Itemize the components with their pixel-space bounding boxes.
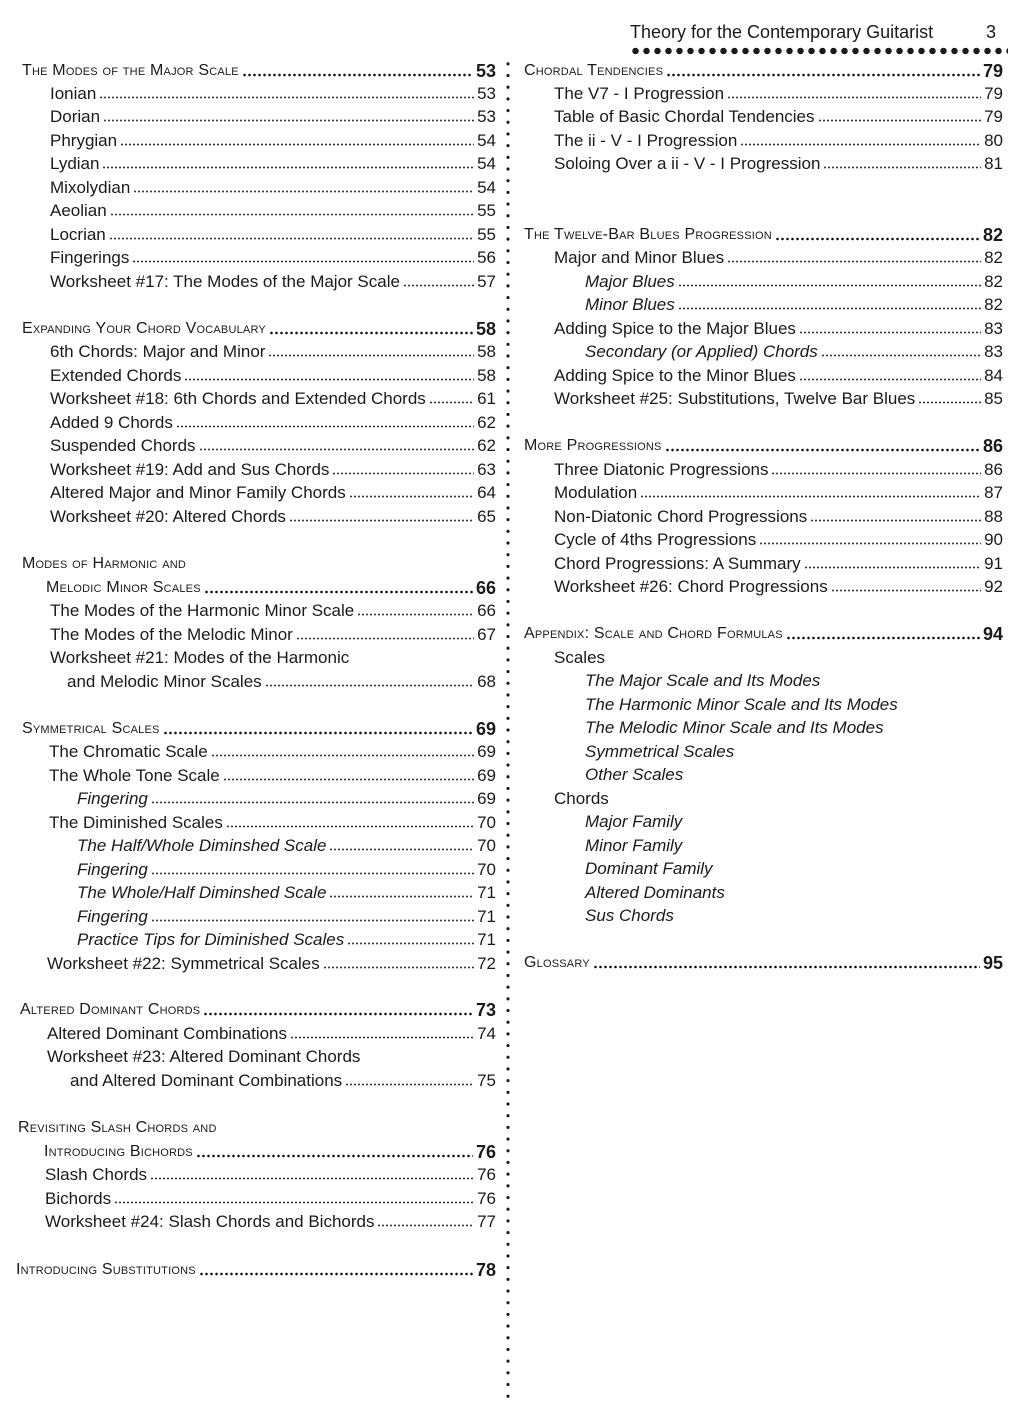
toc-entry-title: Scales [554,648,606,667]
toc-entry-three-diatonic-progressions [554,457,1003,480]
toc-entry-worksheet-19-add-and-sus-chords [50,457,496,480]
toc-entry-title: Adding Spice to the Minor Blues [554,366,796,385]
header-title: Theory for the Contemporary Guitarist [630,21,934,42]
toc-entry-the-half-whole-diminshed-scale [77,833,496,856]
toc-page-number: 83 [984,342,1003,361]
toc-page-number: 82 [984,295,1003,314]
dot-leader [727,260,981,263]
toc-entry-other-scales [585,762,683,785]
toc-entry-worksheet-25-substitutions-twelve-bar-blues [554,386,1003,409]
dot-leader [810,519,981,522]
dot-leader [265,684,474,687]
toc-entry-title: Minor Family [585,836,683,855]
toc-entry-title: Sus Chords [585,906,674,925]
toc-entry-minor-blues [585,292,1003,315]
dot-leader [203,1012,473,1016]
dot-leader [204,590,473,594]
toc-entry-title: Altered Dominant Combinations [47,1024,288,1043]
toc-entry-title: Worksheet #20: Altered Chords [50,507,286,526]
toc-entry-the-v7-i-progression [554,81,1003,104]
dot-leader [918,401,981,404]
toc-entry-title: Altered Major and Minor Family Chords [50,483,346,502]
toc-section-chordal-tendencies [524,58,1003,81]
toc-entry-worksheet-23-altered-dominant-chords [47,1044,360,1067]
toc-page-number: 86 [982,436,1003,456]
toc-page-number: 83 [984,319,1003,338]
toc-page-number: 79 [984,107,1003,126]
toc-entry-title: The Major Scale and Its Modes [585,671,821,690]
toc-entry-title: The Harmonic Minor Scale and Its Modes [585,695,898,714]
toc-entry-title: The V7 - I Progression [554,84,725,103]
toc-page-number: 64 [477,483,496,502]
toc-entry-title: Suspended Chords [50,436,196,455]
toc-entry-title: Worksheet #21: Modes of the Harmonic [50,648,350,667]
dot-leader [223,778,474,781]
toc-page-number: 82 [984,272,1003,291]
dot-leader [268,354,474,357]
dot-leader [176,425,474,428]
toc-entry-title: Worksheet #17: The Modes of the Major Scale [50,272,400,291]
toc-entry-fingering [77,904,496,927]
toc-page-number: 58 [475,319,496,339]
dot-leader [831,589,981,592]
toc-section-altered-dominant-chords [20,997,496,1020]
toc-page-number: 71 [477,930,496,949]
toc-entry-title: The Modes of the Harmonic Minor Scale [50,601,355,620]
toc-page-number: 67 [477,625,496,644]
toc-entry-worksheet-24-slash-chords-and-bichords [45,1209,496,1232]
dot-leader [110,213,474,216]
toc-entry-title: Worksheet #24: Slash Chords and Bichords [45,1212,375,1231]
dot-leader [727,96,981,99]
toc-entry-the-whole-tone-scale [49,763,496,786]
toc-entry-the-melodic-minor-scale-and-its-modes [585,715,884,738]
toc-entry-suspended-chords [50,433,496,456]
toc-entry-title: 6th Chords: Major and Minor [50,342,266,361]
toc-entry-title: Minor Blues [585,295,675,314]
toc-entry-secondary-or-applied-chords [585,339,1003,362]
toc-entry-major-family [585,809,682,832]
toc-entry-the-major-scale-and-its-modes [585,668,820,691]
dot-leader [429,401,474,404]
toc-entry-symmetrical-scales [585,739,734,762]
toc-page-number: 74 [477,1024,496,1043]
toc-entry-title: Adding Spice to the Major Blues [554,319,796,338]
toc-entry-the-modes-of-the-harmonic-minor-scale [50,598,496,621]
toc-entry-title: Slash Chords [45,1165,148,1184]
toc-entry-title: Mixolydian [50,178,131,197]
toc-page-number: 75 [477,1071,496,1090]
toc-page-number: 82 [982,225,1003,245]
toc-entry-title: Major and Minor Blues [554,248,725,267]
toc-section-the-modes-of-the-major-scale [22,58,496,81]
toc-page-number: 56 [477,248,496,267]
toc-page-number: 79 [984,84,1003,103]
toc-entry-soloing-over-a-ii-v-i-progression [554,151,1003,174]
toc-entry-title: Fingering [77,860,148,879]
dot-leader [323,966,474,969]
toc-entry-major-blues [585,269,1003,292]
toc-entry-ionian [50,81,496,104]
toc-page-number: 70 [477,813,496,832]
dot-leader [150,1177,474,1180]
dot-leader [357,613,474,616]
toc-entry-practice-tips-for-diminished-scales [77,927,496,950]
dot-leader [114,1201,474,1204]
toc-entry-cycle-of-4ths-progressions [554,527,1003,550]
dot-leader [120,143,474,146]
toc-entry-scales [554,645,605,668]
toc-entry-sus-chords [585,903,674,926]
toc-page-number: 66 [475,578,496,598]
dot-leader [347,942,474,945]
toc-entry-chords [554,786,609,809]
toc-entry-6th-chords-major-and-minor [50,339,496,362]
toc-page-number: 69 [477,766,496,785]
toc-entry-title: Modes of Harmonic and [22,555,187,572]
toc-entry-major-and-minor-blues [554,245,1003,268]
dot-leader [640,495,981,498]
toc-entry-worksheet-18-6th-chords-and-extended-chords [50,386,496,409]
toc-page-number: 76 [477,1165,496,1184]
toc-entry-dominant-family [585,856,713,879]
toc-entry-the-whole-half-diminshed-scale [77,880,496,903]
dot-leader [196,1154,473,1158]
toc-entry-title: Bichords [45,1189,112,1208]
toc-entry-fingering [77,786,496,809]
toc-entry-title: The Half/Whole Diminshed Scale [77,836,327,855]
toc-page-number: 62 [477,436,496,455]
toc-entry-altered-dominants [585,880,725,903]
toc-entry-minor-family [585,833,682,856]
toc-page-number: 55 [477,225,496,244]
dot-leader [775,237,980,241]
running-header [630,20,996,44]
dot-leader [678,284,981,287]
toc-entry-title: The Modes of the Melodic Minor [50,625,293,644]
toc-entry-title: Practice Tips for Diminished Scales [77,930,345,949]
toc-page-number: 54 [477,154,496,173]
dot-leader [804,566,981,569]
dot-leader [329,848,474,851]
toc-entry-title: Table of Basic Chordal Tendencies [554,107,815,126]
toc-entry-and-altered-dominant-combinations [70,1068,496,1091]
toc-entry-title: Introducing Bichords [44,1143,193,1160]
toc-page-number: 62 [477,413,496,432]
toc-page-number: 84 [984,366,1003,385]
toc-entry-title: Worksheet #26: Chord Progressions [554,577,828,596]
toc-page-number: 53 [477,84,496,103]
toc-entry-title: Modulation [554,483,638,502]
dot-leader [151,801,474,804]
toc-entry-worksheet-21-modes-of-the-harmonic [50,645,349,668]
toc-entry-title: Secondary (or Applied) Chords [585,342,818,361]
dot-leader [349,495,474,498]
dot-leader [403,284,474,287]
toc-page-number: 76 [477,1189,496,1208]
dot-leader [823,166,981,169]
toc-section-more-progressions [524,433,1003,456]
toc-section-introducing-substitutions [16,1257,496,1280]
toc-entry-the-harmonic-minor-scale-and-its-modes [585,692,898,715]
dot-leader [345,1083,474,1086]
toc-entry-title: Worksheet #22: Symmetrical Scales [47,954,320,973]
toc-page-number: 66 [477,601,496,620]
toc-entry-mixolydian [50,175,496,198]
toc-entry-added-9-chords [50,410,496,433]
toc-page-number: 80 [984,131,1003,150]
toc-entry-title: Revisiting Slash Chords and [18,1119,217,1136]
toc-page-number: 79 [982,61,1003,81]
toc-entry-the-diminished-scales [49,810,496,833]
toc-page-number: 58 [477,342,496,361]
toc-entry-title: The Whole/Half Diminshed Scale [77,883,327,902]
dot-leader [109,237,474,240]
dot-leader [818,119,982,122]
toc-entry-title: The Modes of the Major Scale [22,62,239,79]
toc-entry-locrian [50,222,496,245]
header-dot-rule [630,46,1008,56]
dot-leader [99,96,474,99]
toc-entry-title: The Melodic Minor Scale and Its Modes [585,718,884,737]
toc-entry-title: Symmetrical Scales [22,720,160,737]
dot-leader [269,331,473,335]
toc-page-number: 65 [477,507,496,526]
toc-page-number: 72 [477,954,496,973]
toc-entry-title: Ionian [50,84,97,103]
toc-entry-title: Extended Chords [50,366,182,385]
toc-section-expanding-your-chord-vocabulary [22,316,496,339]
toc-entry-the-ii-v-i-progression [554,128,1003,151]
toc-page-number: 69 [477,789,496,808]
toc-section-revisiting-slash-chords-and [18,1115,217,1138]
toc-page-number: 76 [475,1142,496,1162]
toc-entry-the-chromatic-scale [49,739,496,762]
toc-entry-title: The Chromatic Scale [49,742,208,761]
toc-entry-worksheet-22-symmetrical-scales [47,951,496,974]
dot-leader [163,731,473,735]
toc-entry-title: Appendix: Scale and Chord Formulas [524,625,783,642]
toc-page-number: 53 [477,107,496,126]
toc-page-number: 95 [982,953,1003,973]
toc-entry-worksheet-17-the-modes-of-the-major-scale [50,269,496,292]
dot-leader [332,472,474,475]
toc-page-number: 55 [477,201,496,220]
toc-entry-aeolian [50,198,496,221]
dot-leader [593,965,980,969]
toc-entry-title: Expanding Your Chord Vocabulary [22,320,266,337]
toc-entry-non-diatonic-chord-progressions [554,504,1003,527]
toc-entry-altered-major-and-minor-family-chords [50,480,496,503]
toc-entry-title: Fingerings [50,248,130,267]
toc-entry-title: Phrygian [50,131,118,150]
toc-section-melodic-minor-scales [46,575,496,598]
toc-entry-modulation [554,480,1003,503]
toc-entry-lydian [50,151,496,174]
toc-entry-title: Worksheet #23: Altered Dominant Chords [47,1047,361,1066]
toc-page-number: 87 [984,483,1003,502]
toc-page-number: 85 [984,389,1003,408]
toc-entry-title: The ii - V - I Progression [554,131,738,150]
toc-entry-title: Fingering [77,907,148,926]
toc-entry-slash-chords [45,1162,496,1185]
toc-entry-title: Major Family [585,812,683,831]
dot-leader [133,190,474,193]
toc-entry-title: Introducing Substitutions [16,1261,196,1278]
toc-entry-title: Chordal Tendencies [524,62,664,79]
column-divider [505,58,511,1398]
dot-leader [799,378,981,381]
toc-entry-extended-chords [50,363,496,386]
toc-entry-title: Chords [554,789,609,808]
toc-entry-title: Melodic Minor Scales [46,579,201,596]
dot-leader [211,754,474,757]
dot-leader [666,73,980,77]
toc-entry-title: Added 9 Chords [50,413,173,432]
dot-leader [226,825,474,828]
dot-leader [799,331,981,334]
toc-entry-title: Major Blues [585,272,675,291]
toc-entry-title: Symmetrical Scales [585,742,735,761]
dot-leader [184,378,474,381]
dot-leader [329,895,474,898]
dot-leader [151,872,474,875]
toc-page-number: 81 [984,154,1003,173]
toc-entry-title: and Altered Dominant Combinations [70,1071,343,1090]
toc-page-number: 53 [475,61,496,81]
toc-entry-fingering [77,857,496,880]
dot-leader [151,919,474,922]
toc-section-the-twelve-bar-blues-progression [524,222,1003,245]
dot-leader [740,143,981,146]
dot-leader [102,166,474,169]
toc-entry-adding-spice-to-the-major-blues [554,316,1003,339]
dot-leader [296,637,474,640]
toc-section-appendix-scale-and-chord-formulas [524,621,1003,644]
toc-entry-dorian [50,104,496,127]
toc-entry-title: Worksheet #19: Add and Sus Chords [50,460,330,479]
toc-page-number: 54 [477,131,496,150]
toc-page-number: 61 [477,389,496,408]
toc-entry-fingerings [50,245,496,268]
dot-leader [678,307,981,310]
toc-entry-worksheet-20-altered-chords [50,504,496,527]
toc-entry-title: Non-Diatonic Chord Progressions [554,507,808,526]
toc-entry-altered-dominant-combinations [47,1021,496,1044]
toc-page-number: 78 [475,1260,496,1280]
toc-page-number: 58 [477,366,496,385]
toc-section-symmetrical-scales [22,716,496,739]
toc-entry-title: Altered Dominant Chords [20,1001,201,1018]
toc-page-number: 77 [477,1212,496,1231]
dot-leader [199,1272,473,1276]
dot-leader [199,448,475,451]
toc-entry-chord-progressions-a-summary [554,551,1003,574]
toc-page-number: 94 [982,624,1003,644]
toc-entry-title: Other Scales [585,765,684,784]
toc-entry-title: Cycle of 4ths Progressions [554,530,757,549]
toc-entry-phrygian [50,128,496,151]
dot-leader [289,519,474,522]
toc-page-number: 63 [477,460,496,479]
toc-entry-title: The Whole Tone Scale [49,766,220,785]
toc-entry-title: Three Diatonic Progressions [554,460,769,479]
toc-entry-title: Aeolian [50,201,107,220]
toc-page-number: 69 [477,742,496,761]
toc-entry-title: Worksheet #25: Substitutions, Twelve Bar Blues [554,389,916,408]
toc-entry-title: Glossary [524,954,590,971]
toc-entry-title: Altered Dominants [585,883,725,902]
toc-page-number: 92 [984,577,1003,596]
dot-leader [821,354,981,357]
toc-page-number: 57 [477,272,496,291]
dot-leader [786,636,980,640]
toc-entry-title: and Melodic Minor Scales [67,672,262,691]
dot-leader [759,542,981,545]
toc-page-number: 71 [477,883,496,902]
dot-leader [290,1036,474,1039]
toc-entry-adding-spice-to-the-minor-blues [554,363,1003,386]
toc-page-number: 68 [477,672,496,691]
toc-section-introducing-bichords [44,1139,496,1162]
header-page-number: 3 [985,21,996,42]
toc-entry-title: The Twelve-Bar Blues Progression [524,226,772,243]
dot-leader [242,73,473,77]
toc-entry-title: Dorian [50,107,101,126]
toc-entry-title: Worksheet #18: 6th Chords and Extended Chords [50,389,426,408]
dot-leader [103,119,474,122]
toc-page-number: 70 [477,836,496,855]
toc-entry-title: The Diminished Scales [49,813,223,832]
toc-entry-worksheet-26-chord-progressions [554,574,1003,597]
toc-page-number: 88 [984,507,1003,526]
toc-page-number: 91 [984,554,1003,573]
toc-page-number: 54 [477,178,496,197]
dot-leader [771,472,981,475]
toc-entry-title: Lydian [50,154,100,173]
toc-entry-the-modes-of-the-melodic-minor [50,622,496,645]
toc-entry-title: Locrian [50,225,106,244]
toc-page-number: 90 [984,530,1003,549]
toc-page-number: 73 [475,1000,496,1020]
toc-page-number: 82 [984,248,1003,267]
toc-section-glossary [524,950,1003,973]
toc-entry-bichords [45,1186,496,1209]
toc-section-modes-of-harmonic-and [22,551,186,574]
toc-entry-title: Chord Progressions: A Summary [554,554,801,573]
toc-page-number: 86 [984,460,1003,479]
toc-entry-title: Dominant Family [585,859,713,878]
toc-entry-title: Soloing Over a ii - V - I Progression [554,154,821,173]
toc-entry-table-of-basic-chordal-tendencies [554,104,1003,127]
dot-leader [665,448,980,452]
toc-entry-title: Fingering [77,789,148,808]
dot-leader [132,260,474,263]
toc-page-number: 70 [477,860,496,879]
toc-entry-title: More Progressions [524,437,662,454]
dot-leader [377,1224,474,1227]
toc-page-number: 69 [475,719,496,739]
toc-entry-and-melodic-minor-scales [67,669,496,692]
toc-page-number: 71 [477,907,496,926]
